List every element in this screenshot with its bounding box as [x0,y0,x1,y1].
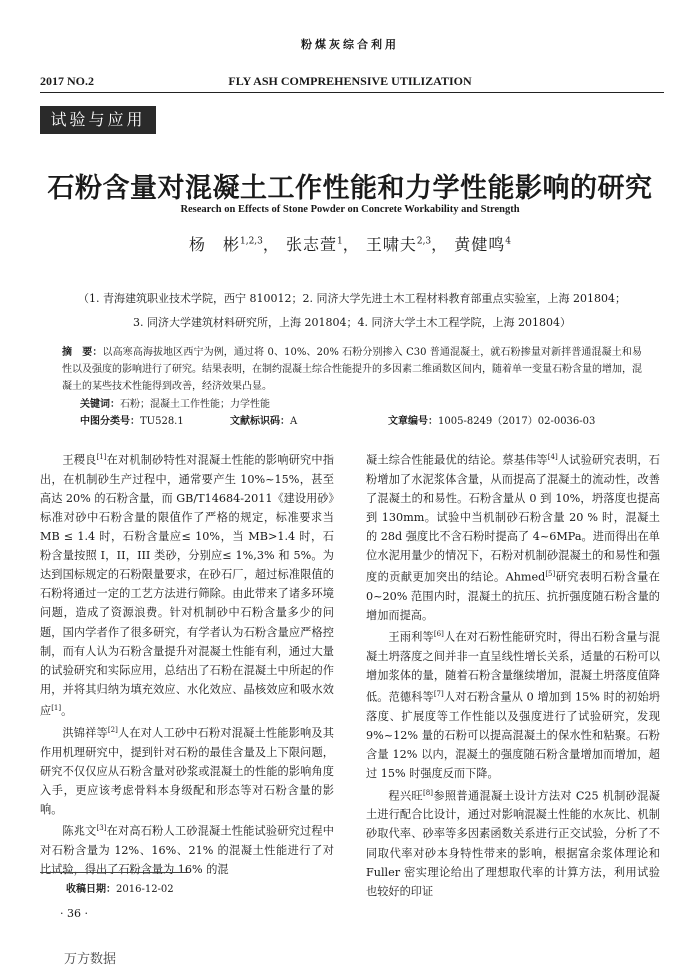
author-affil-sup: 4 [505,236,512,247]
article-number-value: 1005-8249（2017）02-0036-03 [438,416,596,427]
author-name: 王啸夫 [365,235,417,254]
footnote-rule [40,872,190,873]
affiliations-line-1: （1. 青海建筑职业技术学院，西宁 810012；2. 同济大学先进土木工程材料教育部重点实验室，上海 201804； [78,292,626,305]
body-column-right [366,448,660,901]
body-column-left [40,448,334,879]
author-affil-sup: 1 [337,236,343,247]
article-title-cn: 石粉含量对混凝土工作性能和力学性能影响的研究 [47,173,653,204]
watermark: 万方数据 [64,952,117,967]
body-paragraph: 王雨利等[6]人在对石粉性能研究时，得出石粉含量与混凝土坍落度之间并非一直呈线性增长关系，适量的石粉可以增加浆体的量，随着石粉含量继续增加，混凝土坍落度值降低。范德科等[7]人对石粉含量从 0 增加到 15% 时的初始坍落度、扩展度等工作性能以及强度进行了试验研究，发现 9%~12% 量的石粉可以提高混凝土的保水性和粘聚。石粉含量 12% 以内，混凝土的强度随石粉含量增加而增加，超过 15% 时强度反而下降。 [366,630,660,781]
received-value: 2016-12-02 [116,884,174,895]
article-title-en: Research on Effects of Stone Powder on Concrete Workability and Strength [180,204,520,215]
journal-name-en: FLY ASH COMPREHENSIVE UTILIZATION [228,74,472,88]
author-name: 黄健鸣 [454,235,506,254]
journal-name-cn: 粉煤灰综合利用 [301,38,399,51]
section-label: 试验与应用 [40,106,156,134]
body-paragraph: 洪锦祥等[2]人在对人工砂中石粉对混凝土性能影响及其作用机理研究中，提到针对石粉的最佳含量及上下限问题，研究不仅仅应从石粉含量对砂浆或混凝土的性能的影响角度入手，更应该考虑骨料本身级配和形态等对石粉含量的影响。 [40,725,334,816]
doc-code [230,412,297,427]
doc-code-label: 文献标识码： [230,416,290,427]
keywords-text: 石粉；混凝土工作性能；力学性能 [120,399,270,410]
abstract-label: 摘 要： [62,347,103,358]
author-affil-sup: 1,2,3 [239,236,263,247]
body-paragraph: 凝土综合性能最优的结论。蔡基伟等[4]人试验研究表明，石粉增加了水泥浆体含量，从而提高了混凝土的流动性，改善了混凝土的和易性。石粉含量从 0 到 10%，坍落度也提高到 130mm。试验中当机制砂石粉含量 20 % 时，混凝土的 28d 强度比不含石粉时提高了 4~6MPa。进而得出在单位水泥用量少的情况下，石粉对机制砂混凝土的和易性和强度的贡献更加突出的结论。Ahmed[5]研究表明石粉含量在 0~20% 范围内时，混凝土的抗压、抗折强度随石粉含量的增加而提高。 [366,453,660,623]
author-name: 杨 彬 [188,235,240,254]
affiliations-line-2: 3. 同济大学建筑材料研究所，上海 201804；4. 同济大学土木工程学院，上海 201804） [133,316,571,329]
clc-label: 中图分类号： [80,416,140,427]
article-number [388,412,595,427]
body-paragraph: 王稷良[1]在对机制砂特性对混凝土性能的影响研究中指出，在机制砂生产过程中，通常要产生 10%~15%，甚至高达 20% 的石粉含量，而 GB/T14684-2011《建设用砂》标准对砂中石粉含量的限值作了严格的规定，标准要求当 MB ≤ 1.4 时，石粉含量应≤ 10%，当 MB>1.4 时，石粉含量按照 I，II，III 类砂，分别应≤ 1%,3% 和 5%。为达到国标规定的石粉限量要求，在砂石厂，超过标准限值的石粉将通过一定的工艺方法进行筛除。由此带来了诸多环境问题，造成了资源浪费。针对机制砂中石粉含量多少的问题，国内学者作了很多研究，有学者认为石粉含量应严格控制，而有人认为石粉含量提升对混凝土性能有利，通过大量的试验研究和实际应用，总结出了石粉在混凝土中所起的作用，并将其归纳为填充效应、水化效应、晶核效应和吸水效应[1]。 [40,453,334,718]
header-rule [40,92,664,93]
body-paragraph: 程兴旺[8]参照普通混凝土设计方法对 C25 机制砂混凝土进行配合比设计，通过对影响混凝土性能的水灰比、机制砂取代率、砂率等多因素函数关系进行正交试验，分析了不同取代率对砂本身特性带来的影响，根据富余浆体理论和 Fuller 密实理论给出了理想取代率的计算方法，利用试验也较好的印证 [366,788,660,898]
author-list: 杨 彬$^{1,2,3}$， 张志萱$^1$， 王啸夫$^{2,3}$， 黄健鸣$^4$ [188,235,512,254]
abstract [62,344,642,395]
abstract-text: 以高寒高海拔地区西宁为例，通过将 0、10%、20% 石粉分别掺入 C30 普通混凝土，就石粉掺量对新拌普通混凝土和易性以及强度的影响进行了研究。结果表明，在制约混凝土综合性能提升的多因素二维函数区间内，随着单一变量石粉含量的增加，混凝土的某些技术性能得到改善，经济效果凸显。 [62,347,643,392]
clc-number [80,412,184,427]
author-affil-sup: 2,3 [416,236,432,247]
clc-value: TU528.1 [140,416,184,427]
author-name: 张志萱 [285,235,337,254]
received-label: 收稿日期： [66,884,116,895]
received-date [66,880,174,895]
issue-number: 2017 NO.2 [40,74,94,88]
keywords-label: 关键词： [80,399,120,410]
doc-code-value: A [290,416,298,427]
keywords [80,395,270,410]
article-number-label: 文章编号： [388,416,438,427]
body-paragraph: 陈兆文[3]在对高石粉人工砂混凝土性能试验研究过程中对石粉含量为 12%、16%、21% 的混凝土性能进行了对比试验，得出了石粉含量为 16% 的混 [40,823,334,876]
page-number: · 36 · [60,907,88,920]
